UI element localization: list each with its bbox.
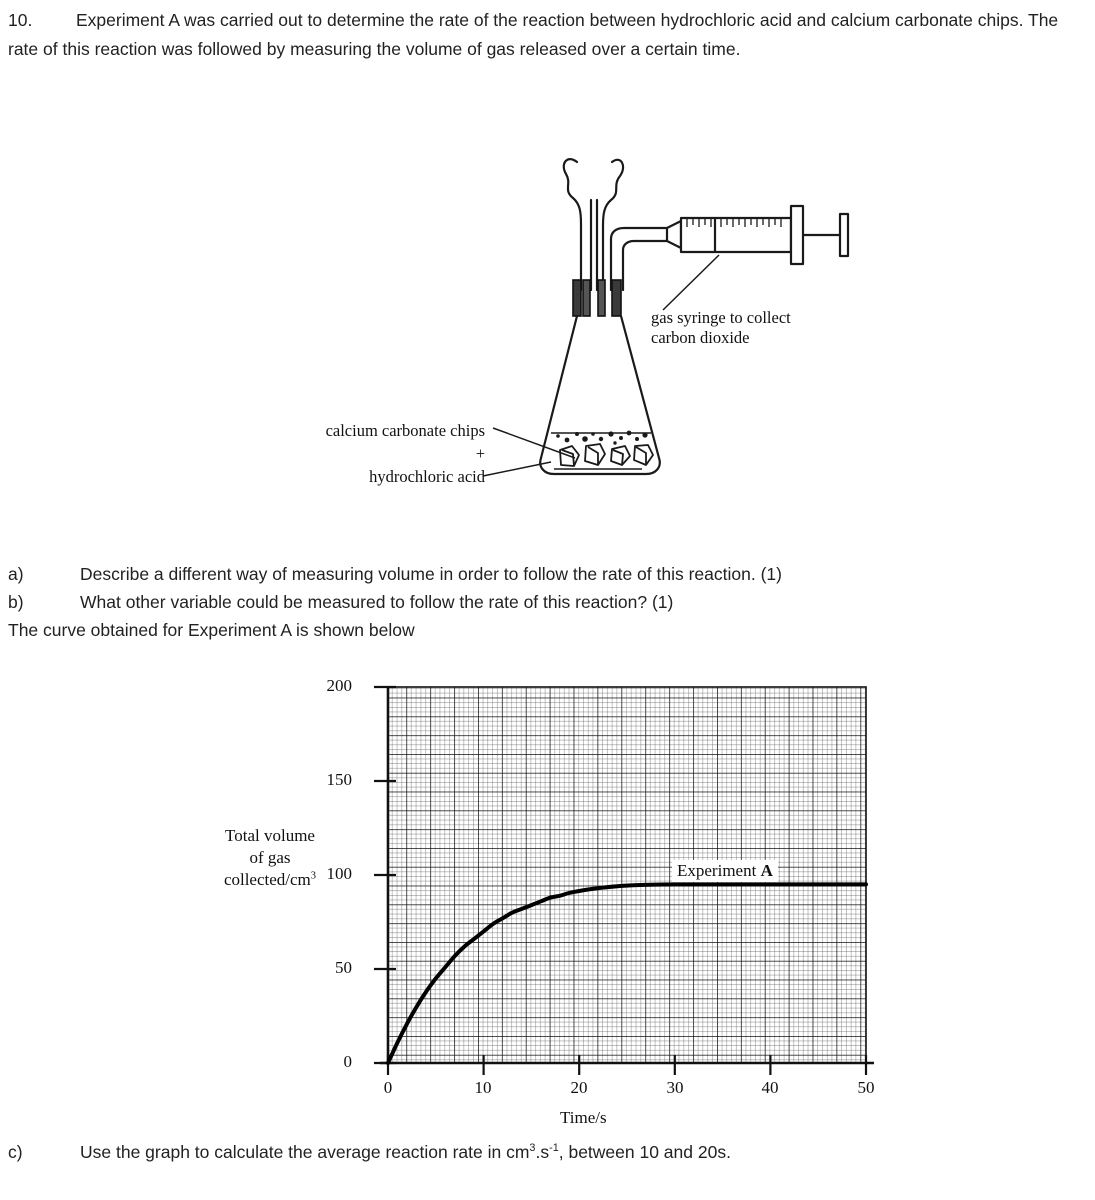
- leader-line-syringe: [663, 255, 719, 310]
- question-number: 10.: [8, 10, 33, 30]
- part-a-text: Describe a different way of measuring volume in order to follow the rate of this reaction. (1): [80, 564, 782, 584]
- x-axis-title: Time/s: [560, 1108, 607, 1127]
- x-tick-label-30: 30: [666, 1078, 684, 1097]
- leader-line-acid: [483, 462, 551, 476]
- part-b-text: What other variable could be measured to follow the rate of this reaction? (1): [80, 592, 674, 612]
- label-gas-syringe: [651, 308, 791, 348]
- experiment-a-annotation: [672, 860, 778, 882]
- y-tick-label-0: 0: [343, 1052, 352, 1071]
- y-axis-title: [196, 825, 344, 891]
- label-calcium-carbonate-chips: calcium carbonate chips: [325, 421, 485, 440]
- experiment-a-annotation-text: Experiment A: [677, 861, 773, 880]
- part-c-tag: c): [8, 1142, 23, 1162]
- question-part-b: [8, 588, 1058, 616]
- x-tick-label-0: 0: [383, 1078, 393, 1097]
- question-part-a: [8, 560, 1058, 588]
- delivery-tube-lower: [623, 241, 667, 290]
- y-tick-label-50: 50: [335, 958, 352, 977]
- gas-syringe: [667, 206, 848, 264]
- x-tick-label-10: 10: [474, 1078, 492, 1097]
- part-c-superscript-minus1: -1: [549, 1142, 559, 1155]
- y-tick-label-150: 150: [326, 770, 352, 789]
- y-axis-title-superscript: 3: [310, 870, 317, 882]
- y-axis-title-line2: of gas: [249, 848, 291, 867]
- part-a-tag: a): [8, 564, 24, 584]
- part-c-superscript-3: 3: [529, 1142, 536, 1155]
- question-parts: [8, 560, 1058, 644]
- thistle-funnel-right-wall: [603, 160, 623, 290]
- y-tick-label-100: 100: [326, 864, 352, 883]
- apparatus-diagram: [255, 140, 875, 510]
- label-gas-syringe-line2: carbon dioxide: [651, 328, 750, 347]
- y-tick-label-200: 200: [326, 676, 352, 695]
- question-stem-text: Experiment A was carried out to determine the rate of the reaction between hydrochloric acid and calcium carbonate chips. The rate of this reaction was followed by measuring the volume of gas released over a certain time.: [8, 10, 1059, 59]
- part-c-text-mid: .s: [535, 1142, 550, 1162]
- thistle-funnel-left-wall: [564, 159, 581, 290]
- x-tick-label-40: 40: [761, 1078, 779, 1097]
- graph-lead-in-text: The curve obtained for Experiment A is shown below: [8, 620, 415, 640]
- question-part-c: [8, 1138, 1058, 1166]
- rate-graph: [0, 660, 1095, 1140]
- graph-grid: [388, 687, 866, 1063]
- part-b-tag: b): [8, 592, 24, 612]
- label-gas-syringe-line1: gas syringe to collect: [651, 308, 791, 327]
- part-c-text-before: Use the graph to calculate the average reaction rate in cm: [80, 1142, 530, 1162]
- calcium-carbonate-chips: [560, 444, 653, 466]
- y-axis-title-line1: Total volume: [225, 826, 315, 845]
- x-tick-label-50: 50: [857, 1078, 875, 1097]
- label-hydrochloric-acid: hydrochloric acid: [369, 467, 485, 486]
- x-tick-label-20: 20: [570, 1078, 588, 1097]
- part-c-text-after: , between 10 and 20s.: [558, 1142, 731, 1162]
- graph-svg: [0, 660, 1095, 1140]
- question-stem: [8, 6, 1086, 64]
- label-plus-sign: +: [475, 444, 485, 463]
- y-axis-title-line3: collected/cm: [223, 870, 311, 889]
